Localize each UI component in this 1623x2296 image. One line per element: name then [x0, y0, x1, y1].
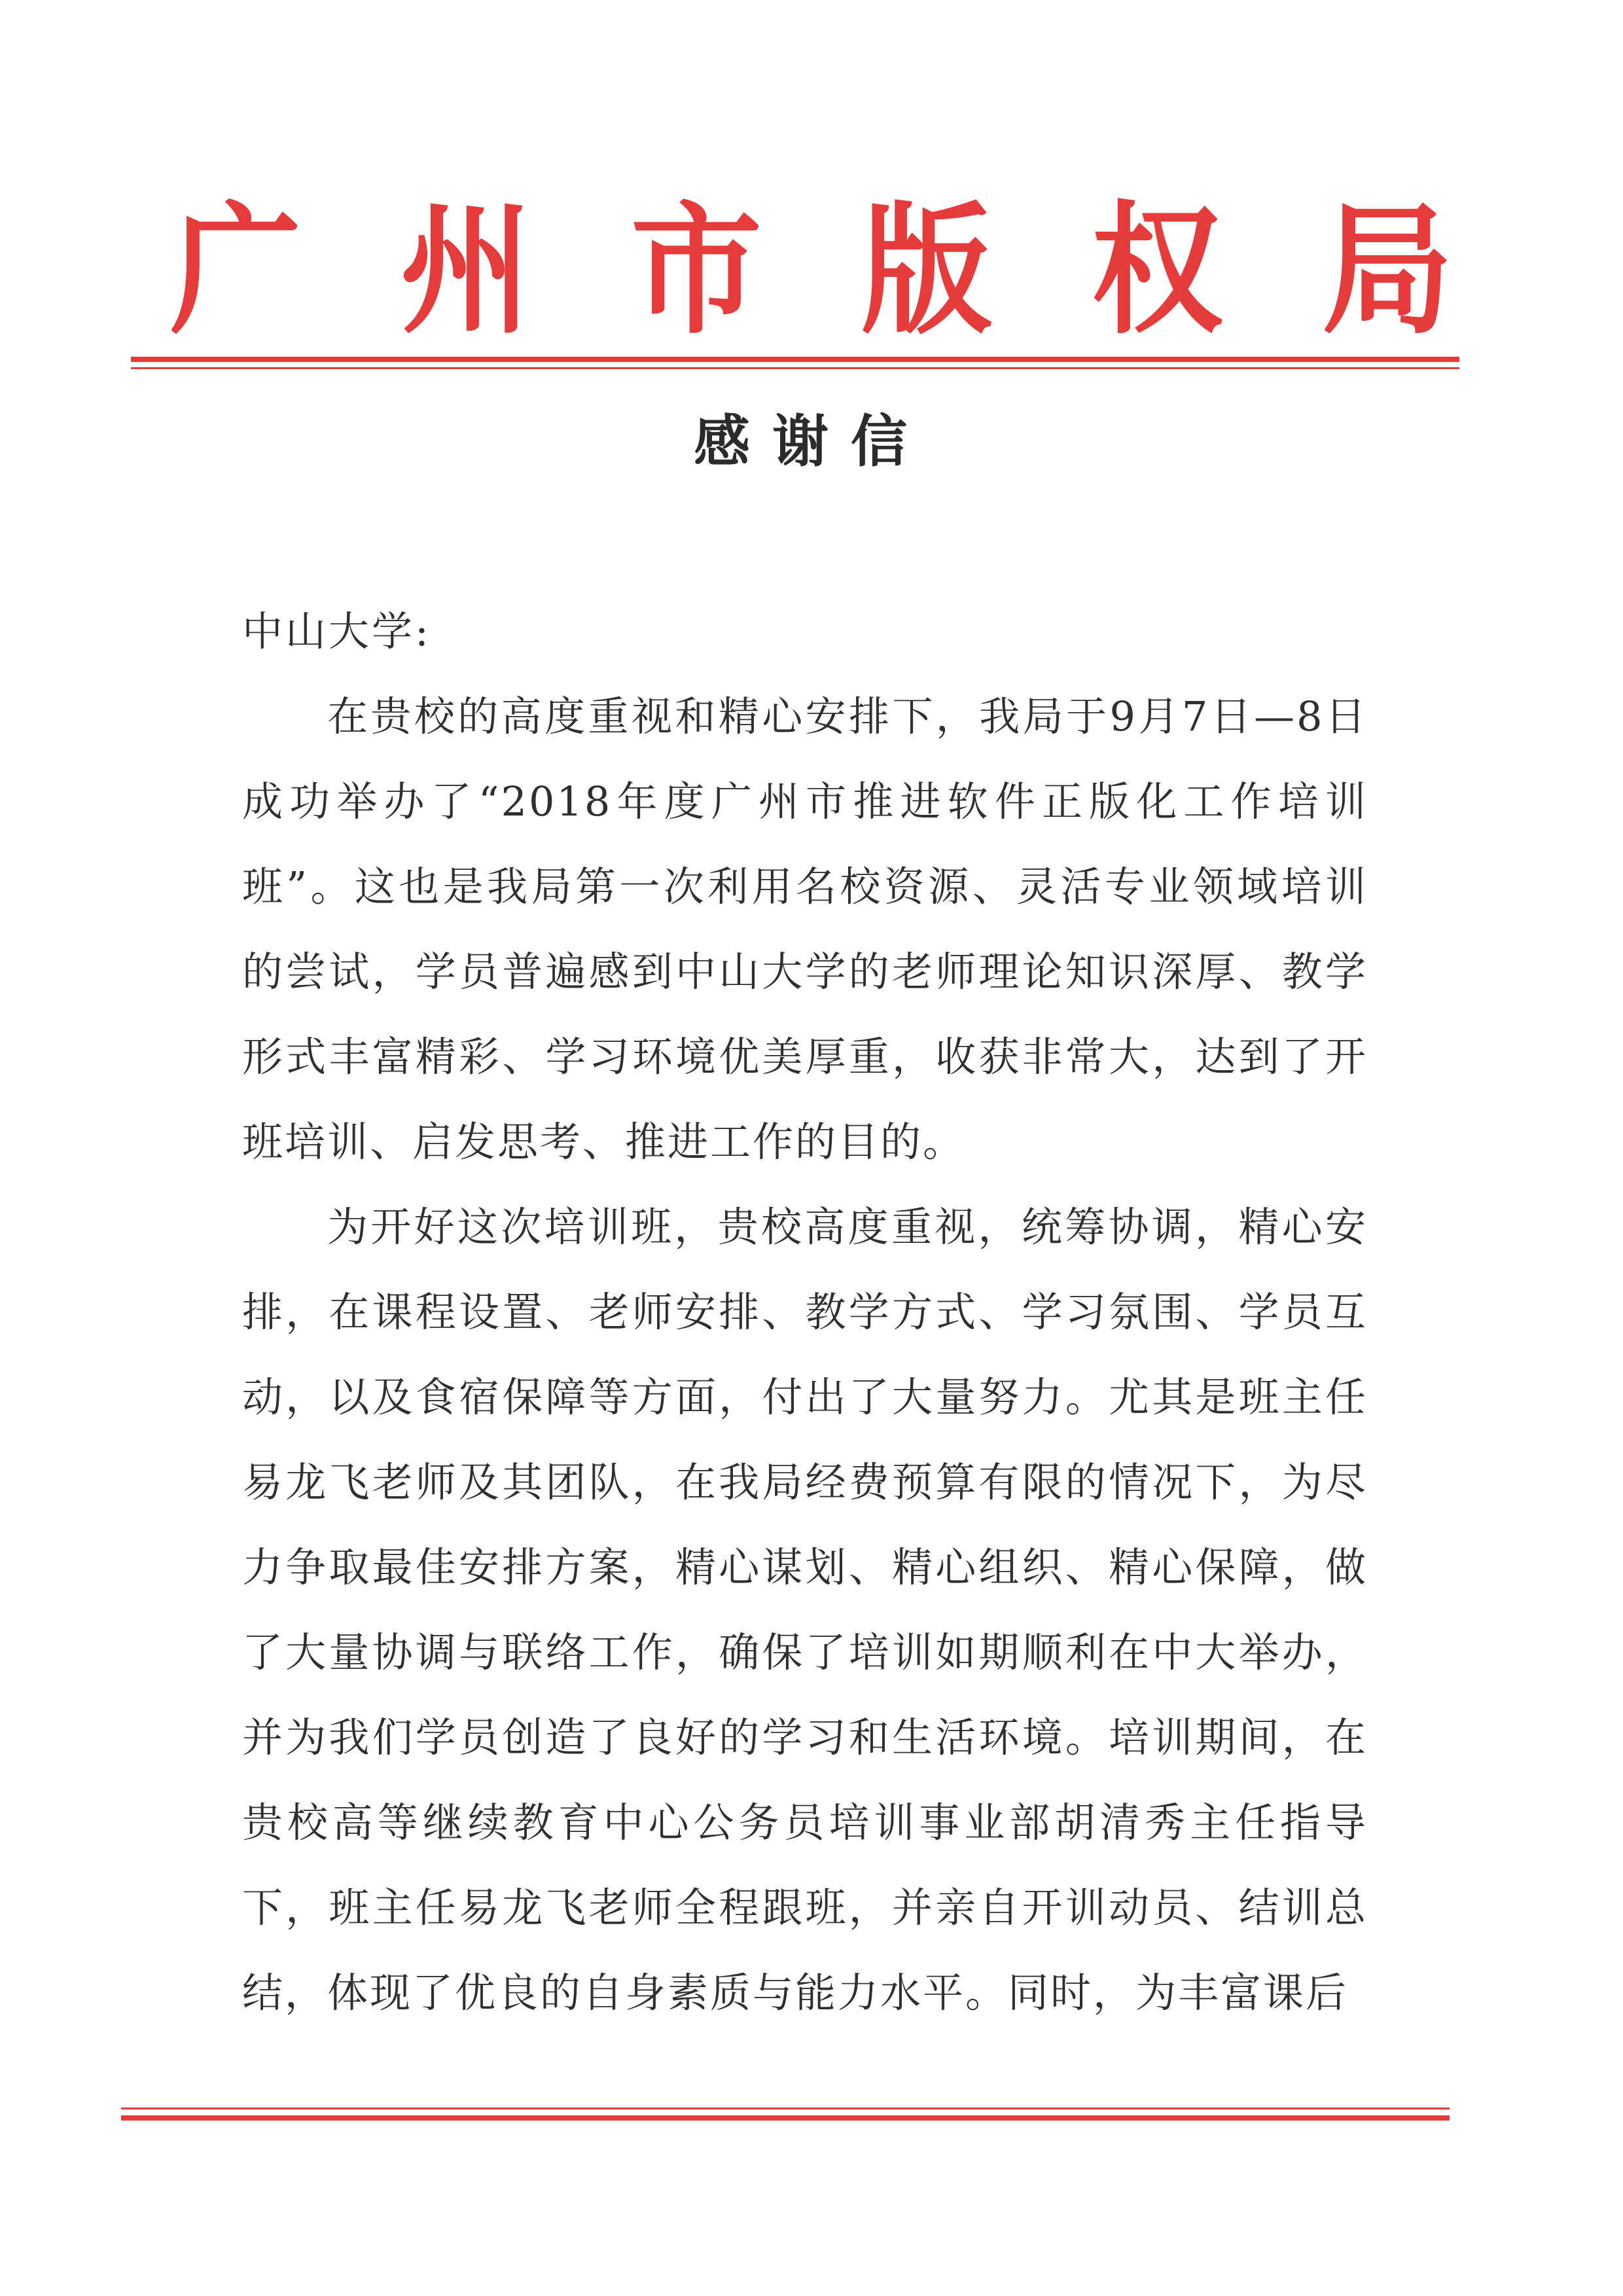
divider-thin-line: [121, 2108, 1450, 2109]
divider-thin-line: [131, 367, 1459, 369]
letterhead-char: 权: [1091, 188, 1222, 354]
letterhead-char: 州: [400, 188, 531, 354]
letterhead-char: 市: [630, 188, 762, 354]
letter-paragraph: 在贵校的高度重视和精心安排下，我局于9月7日—8日成功举办了“2018年度广州市推进软件正版化工作培训班”。这也是我局第一次利用名校资源、灵活专业领域培训的尝试，学员普遍感到中山大学的老师理论知识深厚、教学形式丰富精彩、学习环境优美厚重，收获非常大，达到了开班培训、启发思考、推进工作的目的。: [242, 692, 1368, 1166]
letterhead-char: 版: [861, 188, 992, 354]
letter-paragraph: 为开好这次培训班，贵校高度重视，统筹协调，精心安排，在课程设置、老师安排、教学方式、学习氛围、学员互动，以及食宿保障等方面，付出了大量努力。尤其是班主任易龙飞老师及其团队，在我局经费预算有限的情况下，为尽力争取最佳安排方案，精心谋划、精心组织、精心保障，做了大量协调与联络工作，确保了培训如期顺利在中大举办，并为我们学员创造了良好的学习和生活环境。培训期间，在贵校高等继续教育中心公务员培训事业部胡清秀主任指导下，班主任易龙飞老师全程跟班，并亲自开训动员、结训总结，体现了优良的自身素质与能力水平。同时，为丰富课后: [242, 1203, 1368, 2017]
letter-body: [242, 589, 1368, 2036]
letterhead-char: 局: [1321, 188, 1453, 354]
letter-salutation: 中山大学:: [242, 607, 431, 655]
letterhead-divider-top: [131, 357, 1459, 372]
letterhead-char: 广: [170, 188, 302, 354]
letter-title: 感谢信: [694, 409, 929, 475]
letterhead-title: [131, 188, 1492, 354]
divider-thick-line: [121, 2115, 1450, 2121]
divider-thick-line: [131, 357, 1459, 362]
footer-divider: [121, 2108, 1450, 2123]
